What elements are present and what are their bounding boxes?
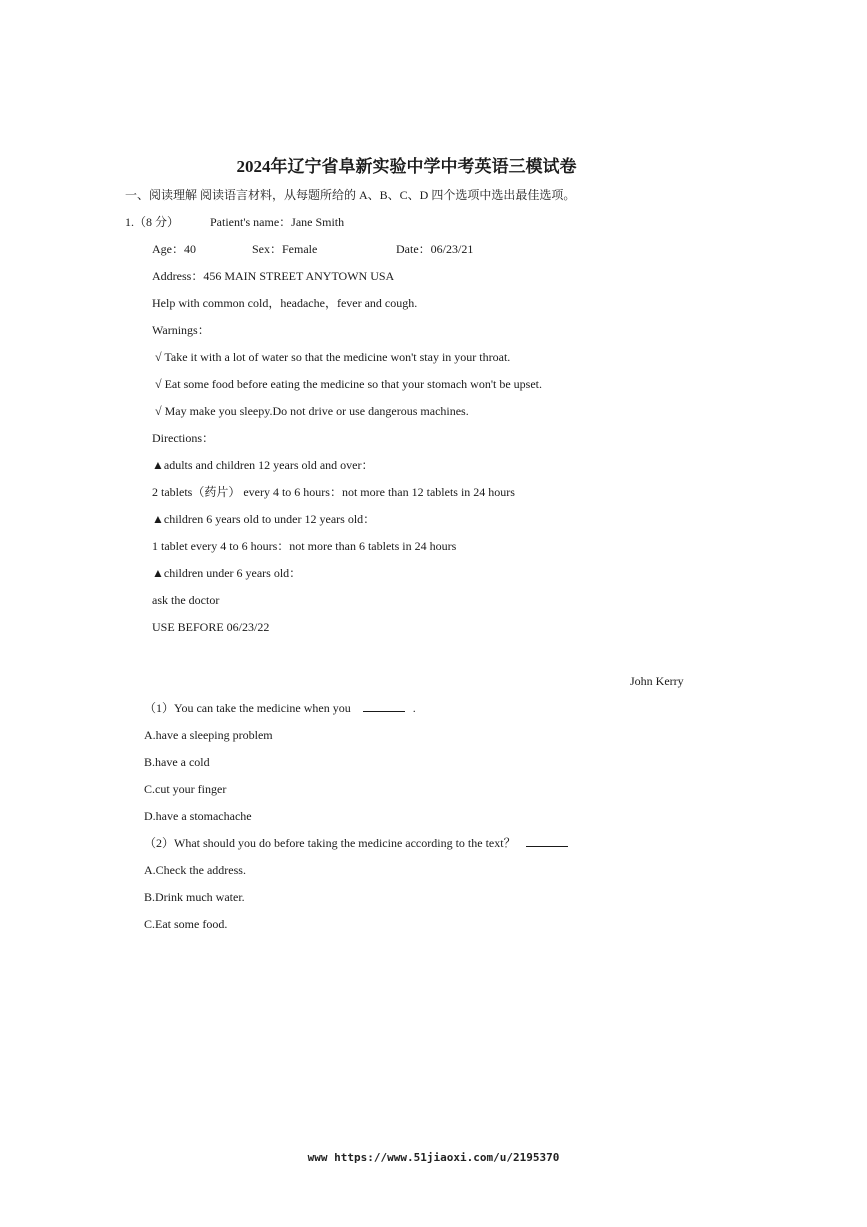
option-c: C.Eat some food. (144, 917, 228, 931)
warning-item: √ Eat some food before eating the medicine so that your stomach won't be upset. (155, 377, 542, 391)
direction-item: ▲children under 6 years old： (152, 566, 302, 580)
option-b: B.have a cold (144, 755, 210, 769)
warning-item: √ Take it with a lot of water so that the medicine won't stay in your throat. (155, 350, 511, 364)
help-with-text: Help with common cold，headache，fever and cough. (152, 296, 418, 310)
question-2-stem (144, 836, 568, 850)
use-before-date: USE BEFORE 06/23/22 (152, 620, 270, 634)
direction-item: ask the doctor (152, 593, 220, 607)
footer-url[interactable]: www https://www.51jiaoxi.com/u/2195370 (307, 1151, 560, 1164)
option-d: D.have a stomachache (144, 809, 252, 823)
directions-label: Directions： (152, 431, 214, 445)
option-a: A.have a sleeping problem (144, 728, 273, 742)
question-1-end: . (412, 701, 416, 715)
option-c: C.cut your finger (144, 782, 227, 796)
section-heading: 一、阅读理解 阅读语言材料，从每题所给的 A、B、C、D 四个选项中选出最佳选项。 (125, 188, 576, 202)
warning-item: √ May make you sleepy.Do not drive or use dangerous machines. (155, 404, 469, 418)
patient-name: Patient's name：Jane Smith (210, 215, 345, 229)
direction-item: ▲children 6 years old to under 12 years old： (152, 512, 376, 526)
question-2-text: （2）What should you do before taking the medicine according to the text？ (144, 836, 516, 850)
direction-item: 1 tablet every 4 to 6 hours：not more than 6 tablets in 24 hours (152, 539, 457, 553)
warnings-label: Warnings： (152, 323, 210, 337)
option-b: B.Drink much water. (144, 890, 245, 904)
question-1-stem (144, 701, 416, 715)
answer-blank (363, 701, 405, 712)
patient-sex: Sex：Female (252, 242, 318, 256)
answer-blank (526, 836, 568, 847)
direction-item: ▲adults and children 12 years old and over： (152, 458, 374, 472)
option-a: A.Check the address. (144, 863, 246, 877)
question-1-text: （1）You can take the medicine when you (144, 701, 351, 715)
patient-age: Age：40 (152, 242, 196, 256)
patient-address: Address：456 MAIN STREET ANYTOWN USA (152, 269, 395, 283)
page-title: 2024年辽宁省阜新实验中学中考英语三模试卷 (236, 157, 577, 176)
prescription-date: Date：06/23/21 (396, 242, 474, 256)
direction-item: 2 tablets（药片） every 4 to 6 hours：not more than 12 tablets in 24 hours (152, 485, 515, 499)
signature: John Kerry (630, 674, 684, 688)
question-number: 1.（8 分） (125, 215, 180, 229)
